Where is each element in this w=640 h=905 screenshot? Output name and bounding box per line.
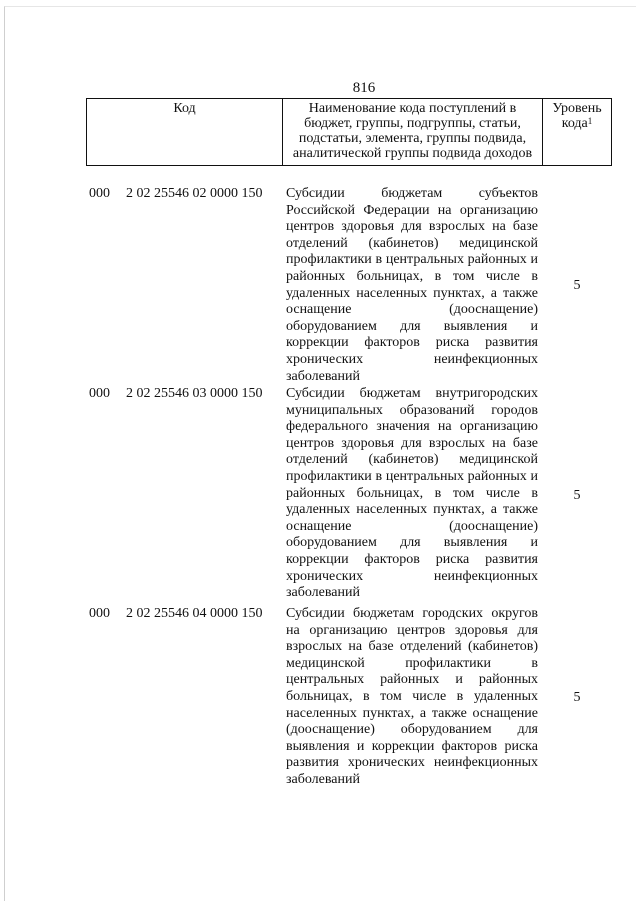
header-code: Код: [87, 99, 283, 165]
row-code: 2 02 25546 03 0000 150: [126, 386, 263, 401]
header-level-label: Уровень кода: [552, 101, 602, 131]
row-description: Субсидии бюджетам внутригородских муниципальных образований городов федерального значения на организацию центров здоровья для взрослых на базе отделений (кабинетов) медицинской профилактики в центральных районных и районных больницах, в том числе в удаленных населенных пунктах, а также оснащение (дооснащение) оборудованием для выявления и коррекции факторов риска развития хронических неинфекционных заболеваний: [286, 386, 538, 601]
row-description: Субсидии бюджетам городских округов на организацию центров здоровья для взрослых на базе отделений (кабинетов) медицинской профилактики в центральных районных и районных больницах, в том числе в удаленных населенных пунктах, а также оснащение (дооснащение) оборудованием для выявления и коррекции факторов риска развития хронических неинфекционных заболеваний: [286, 606, 538, 787]
header-name: Наименование кода поступлений в бюджет, группы, подгруппы, статьи, подстатьи, элемента, группы подвида, аналитической группы подвида доходов: [283, 99, 543, 165]
row-code: 2 02 25546 04 0000 150: [126, 606, 263, 621]
row-description: Субсидии бюджетам субъектов Российской Федерации на организацию центров здоровья для взрослых на базе отделений (кабинетов) медицинской профилактики в центральных районных и районных больницах, в том числе в удаленных населенных пунктах, а также оснащение (дооснащение) оборудованием для выявления и коррекции факторов риска развития хронических неинфекционных заболеваний: [286, 186, 538, 384]
header-level-footnote: 1: [587, 116, 593, 126]
row-prefix: 000: [89, 606, 110, 621]
row-level: 5: [573, 278, 581, 293]
row-level: 5: [573, 690, 581, 705]
row-prefix: 000: [89, 386, 110, 401]
row-prefix: 000: [89, 186, 110, 201]
table-header: [86, 98, 612, 166]
row-code: 2 02 25546 02 0000 150: [126, 186, 263, 201]
header-level: [543, 99, 611, 165]
row-level: 5: [573, 488, 581, 503]
page-number: 816: [352, 80, 376, 96]
